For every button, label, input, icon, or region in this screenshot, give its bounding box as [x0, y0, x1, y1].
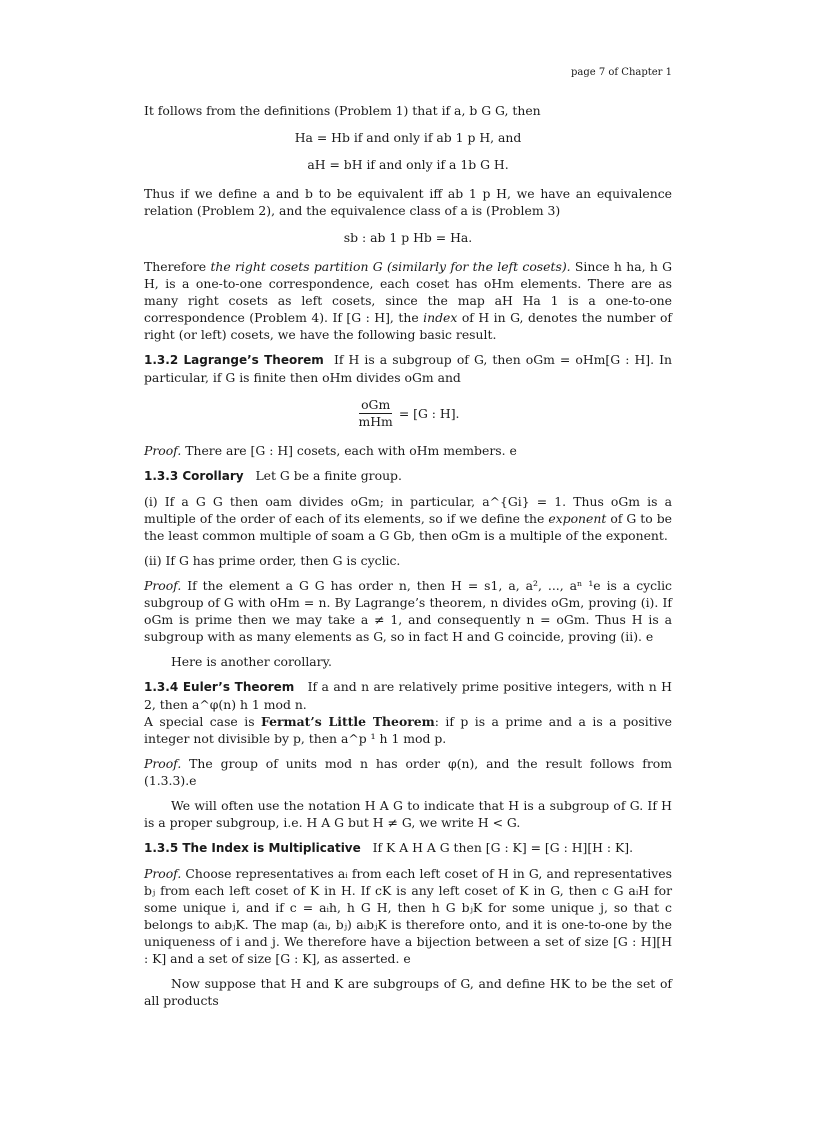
text-run: A special case is	[144, 714, 262, 729]
fraction	[357, 397, 460, 430]
emphasis: the right cosets partition G (similarly for the left cosets).	[210, 259, 571, 274]
document-page	[144, 66, 672, 1017]
theorem-heading: 1.3.5 The Index is Multiplicative	[144, 841, 361, 855]
display-equation: sb : ab 1 p Hb = Ha.	[343, 230, 473, 245]
paragraph	[144, 258, 672, 343]
text-run: : if p is a prime and a is a positive integer not divisible by p, then a^p ¹ h 1 mod p.	[144, 714, 672, 746]
proof-text: If the element a G G has order n, then H = s1, a, a², ..., aⁿ ¹e is a cyclic subgroup of G with oHm = n. By Lagrange’s theorem, n divides oGm, proving (i). If oGm is prime then we may take a ≠ 1, and consequently n = oGm. Thus H is a subgroup with as many elements as G, so in fact H and G coincide, proving (ii). e	[144, 578, 672, 644]
paragraph: Now suppose that H and K are subgroups of G, and define HK to be the set of all products	[144, 976, 672, 1008]
proof	[144, 865, 672, 967]
proof-text: Choose representatives aᵢ from each left coset of H in G, and representatives bⱼ from each left coset of K in H. If cK is any left coset of K in G, then c G aᵢH for some unique i, and if c = aᵢh, h G H, then h G bⱼK for some unique j, so that c belongs to aᵢbⱼK. The map (aᵢ, bⱼ) aᵢbⱼK is therefore onto, and it is one-to-one by the uniqueness of i and j. We therefore have a bijection between a set of size [G : H][H : K] and a set of size [G : K], as asserted. e	[144, 866, 672, 966]
paragraph: Thus if we define a and b to be equivalent iff ab 1 p H, we have an equivalence relation (Problem 2), and the equivalence class of a is (Problem 3)	[144, 186, 672, 218]
theorem-lagrange	[144, 351, 672, 386]
corollary-item-i	[144, 493, 672, 544]
proof-label: Proof.	[144, 866, 182, 881]
equation-line: aH = bH if and only if a 1b G H.	[307, 157, 509, 172]
fraction-numerator: oGm	[361, 397, 391, 412]
theorem-text: If K A H A G then [G : K] = [G : H][H : K].	[372, 840, 634, 855]
proof-text: The group of units mod n has order φ(n), and the result follows from (1.3.3).e	[144, 756, 672, 788]
fraction-denominator: mHm	[358, 414, 393, 429]
fraction-equation	[144, 396, 672, 430]
corollary	[144, 467, 672, 485]
display-equations	[144, 129, 672, 173]
corollary-heading: 1.3.3 Corollary	[144, 469, 244, 483]
text-run: Therefore	[144, 259, 211, 274]
proof-text: There are [G : H] cosets, each with oHm members. e	[181, 443, 517, 458]
emphasis: exponent	[548, 511, 607, 526]
corollary-text: Let G be a finite group.	[255, 468, 402, 483]
paragraph: It follows from the definitions (Problem 1) that if a, b G G, then	[144, 103, 541, 118]
text-run: of H in G, denotes the number of right (or left) cosets, we have the following basic result.	[144, 310, 673, 342]
fraction-body	[357, 397, 395, 430]
remark: We will often use the notation H A G to indicate that H is a subgroup of G. If H is a proper subgroup, i.e. H A G but H ≠ G, we write H < G.	[144, 798, 672, 830]
theorem-heading: 1.3.4 Euler’s Theorem	[144, 680, 295, 694]
fermat-label: Fermat’s Little Theorem	[261, 714, 435, 729]
proof	[144, 577, 672, 645]
text-run: Since h ha, h G H, is a one-to-one correspondence, each coset has oHm elements. There are as many right cosets as left cosets, since the map aH Ha 1 is a one-to-one correspondence (Problem 4). If [G : H], the	[144, 259, 673, 325]
theorem-euler	[144, 678, 672, 713]
proof	[144, 755, 672, 789]
theorem-heading: 1.3.2 Lagrange’s Theorem	[144, 353, 324, 367]
remark: Here is another corollary.	[171, 654, 332, 669]
proof-label: Proof.	[144, 443, 182, 458]
theorem-text: If a and n are relatively prime positive integers, with n H 2, then a^φ(n) h 1 mod n.	[144, 679, 672, 712]
text-run: of G to be the least common multiple of soam a G Gb, then oGm is a multiple of the exponent.	[144, 511, 672, 543]
proof-label: Proof.	[144, 756, 182, 771]
fraction-rhs: = [G : H].	[398, 406, 460, 421]
proof	[144, 442, 672, 459]
special-case	[144, 713, 672, 747]
proof-label: Proof.	[144, 578, 182, 593]
page-header: page 7 of Chapter 1	[570, 67, 672, 78]
emphasis: index	[423, 310, 458, 325]
theorem-index	[144, 839, 672, 857]
theorem-text: If H is a subgroup of G, then oGm = oHm[G : H]. In particular, if G is finite then oHm divides oGm and	[144, 352, 672, 385]
text-run: (i) If a G G then oam divides oGm; in particular, a^{Gi} = 1. Thus oGm is a multiple of the order of each of its elements, so if we define the	[144, 494, 672, 526]
equation-line: Ha = Hb if and only if ab 1 p H, and	[294, 130, 522, 145]
corollary-item-ii: (ii) If G has prime order, then G is cyclic.	[144, 553, 401, 568]
